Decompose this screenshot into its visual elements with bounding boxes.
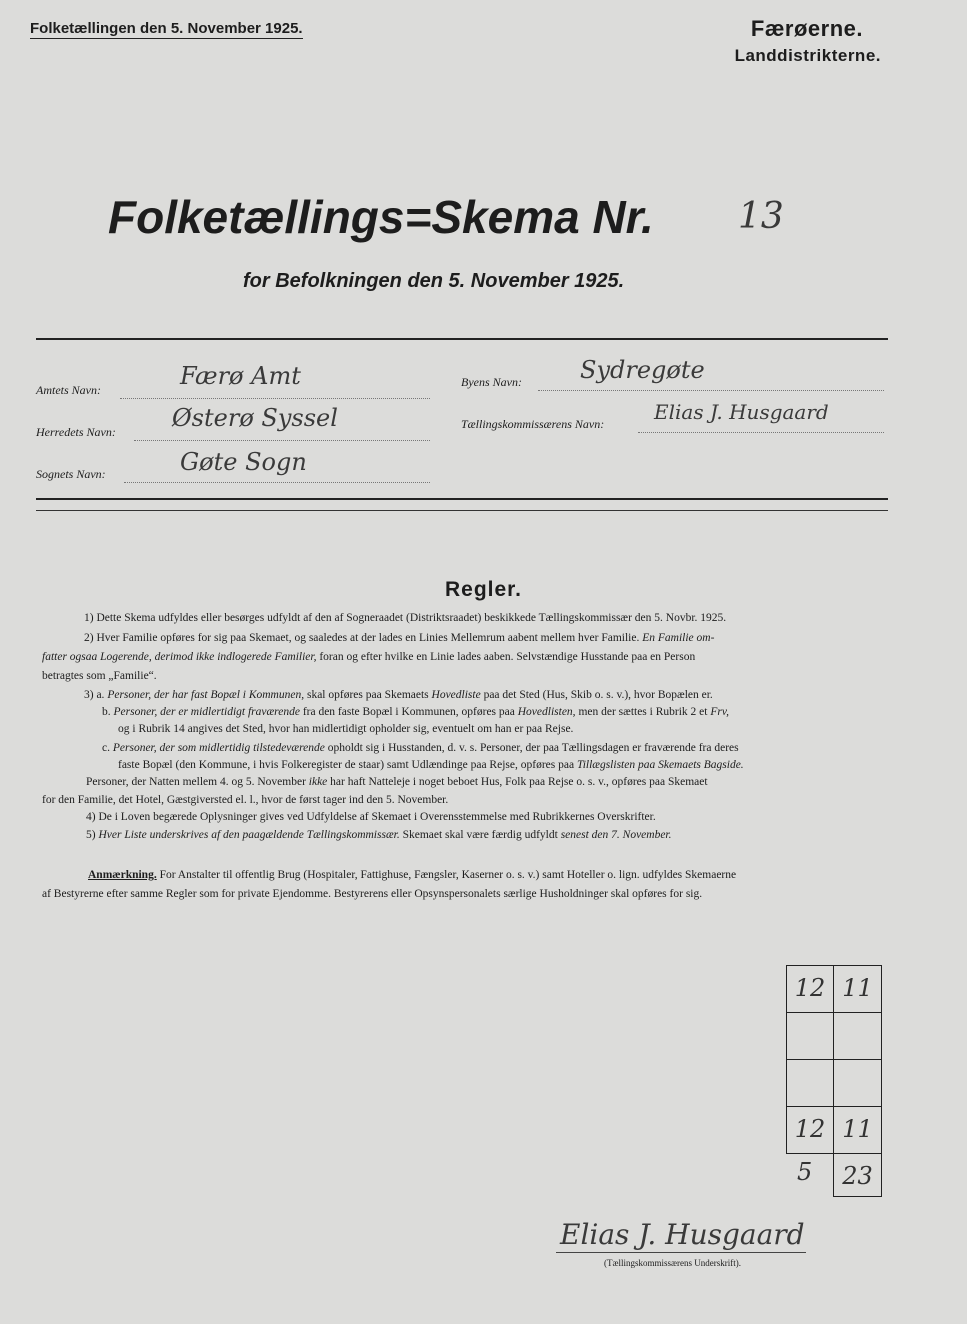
rules-heading: Regler.: [444, 578, 523, 601]
sognets-line: [124, 482, 430, 483]
signature-line: [556, 1252, 806, 1253]
signature: Elias J. Husgaard: [560, 1218, 805, 1251]
form-number: 13: [738, 196, 784, 237]
region-title: Færøerne.: [750, 16, 863, 41]
rule-3b-line2: og i Rubrik 14 angives det Sted, hvor han midlertidigt opholder sig, eventuelt om han er paa Rejse.: [118, 723, 574, 735]
sognets-value: Gøte Sogn: [180, 448, 307, 476]
amtets-label: Amtets Navn:: [36, 383, 101, 397]
byens-value: Sydregøte: [580, 356, 705, 384]
tally-cell: 12: [786, 965, 834, 1013]
herredets-line: [134, 440, 430, 441]
tally-cell: 12: [786, 1106, 834, 1154]
rule-1: 1) Dette Skema udfyldes eller besørges udfyldt af den af Sogneraadet (Distriktsraadet) beskikkede Tællingskommissær den 5. Novbr. 1925.: [84, 612, 727, 624]
rule-3c-line3: Personer, der Natten mellem 4. og 5. November ikke har haft Natteleje i noget beboet Hus, Folk paa Rejse o. s. v., opføres paa Skemaet: [86, 776, 708, 788]
tally-cell: 11: [833, 965, 882, 1013]
region-subtitle: Landdistrikterne.: [734, 46, 881, 65]
tally-cell: 23: [833, 1153, 882, 1197]
tally-cell: [833, 1012, 882, 1060]
amtets-line: [120, 398, 430, 399]
rule-3c-line1: c. Personer, der som midlertidig tilstedeværende opholdt sig i Husstanden, d. v. s. Personer, der paa Tællingsdagen er fraværende fra deres: [102, 742, 739, 754]
kommissaer-label: Tællingskommissærens Navn:: [461, 417, 605, 431]
rule-3a: 3) a. Personer, der har fast Bopæl i Kommunen, skal opføres paa Skemaets Hovedliste paa det Sted (Hus, Skib o. s. v.), hvor Bopælen er.: [84, 689, 713, 701]
tally-cell: 5: [797, 1158, 813, 1186]
signature-caption: (Tællingskommissærens Underskrift).: [604, 1258, 741, 1268]
sognets-label: Sognets Navn:: [36, 467, 106, 481]
kommissaer-value: Elias J. Husgaard: [654, 400, 829, 424]
tally-cell: [786, 1059, 834, 1107]
top-rule: [36, 338, 888, 340]
note-line2: af Bestyrerne efter samme Regler som for private Ejendomme. Bestyrerens eller Opsynspersonalets særlige Husholdninger skal opføres for sig.: [42, 888, 703, 900]
rule-3c-line4: for den Familie, det Hotel, Gæstgiversted el. l., hvor de først tager ind den 5. November.: [42, 794, 449, 806]
herredets-label: Herredets Navn:: [36, 425, 116, 439]
form-title: Folketællings=Skema Nr.: [108, 191, 654, 243]
amtets-value: Færø Amt: [180, 362, 301, 390]
herredets-value: Østerø Syssel: [172, 404, 338, 432]
rule-4: 4) De i Loven begærede Oplysninger gives ved Udfyldelse af Skemaet i Overensstemmelse med Rubrikkernes Overskrifter.: [86, 811, 656, 823]
rule-3b-line1: b. Personer, der er midlertidigt fraværende fra den faste Bopæl i Kommunen, opføres paa Hovedlisten, men der sættes i Rubrik 2 et Frv,: [102, 706, 729, 718]
census-date-header: Folketællingen den 5. November 1925.: [30, 20, 303, 37]
form-subtitle: for Befolkningen den 5. November 1925.: [243, 270, 625, 292]
rule-5: 5) Hver Liste underskrives af den paagældende Tællingskommissær. Skemaet skal være færdig udfyldt senest den 7. November.: [86, 829, 672, 841]
rule-2-line3: betragtes som „Familie“.: [42, 670, 157, 682]
rule-2-line1: 2) Hver Familie opføres for sig paa Skemaet, og saaledes at der lades en Linies Mellemrum aabent mellem hver Familie. En Familie om-: [84, 632, 715, 644]
rule-3c-line2: faste Bopæl (den Kommune, i hvis Folkeregister de staar) samt Udlændinge paa Rejse, opføres paa Tillægslisten paa Skemaets Bagside.: [118, 759, 744, 771]
tally-cell: [833, 1059, 882, 1107]
byens-line: [538, 390, 884, 391]
middle-rule-thin: [36, 510, 888, 511]
rule-2-line2: fatter ogsaa Logerende, derimod ikke indlogerede Familier, foran og efter hvilke en Linie lades aaben. Selvstændige Husstande paa en Person: [42, 651, 696, 663]
tally-cell: 11: [833, 1106, 882, 1154]
tally-cell: [786, 1012, 834, 1060]
middle-rule: [36, 498, 888, 500]
byens-label: Byens Navn:: [461, 375, 522, 389]
note-line1: Anmærkning. For Anstalter til offentlig Brug (Hospitaler, Fattighuse, Fængsler, Kaserner o. s. v.) samt Hoteller o. lign. udfyldes Skemaerne: [88, 869, 737, 881]
kommissaer-line: [638, 432, 884, 433]
